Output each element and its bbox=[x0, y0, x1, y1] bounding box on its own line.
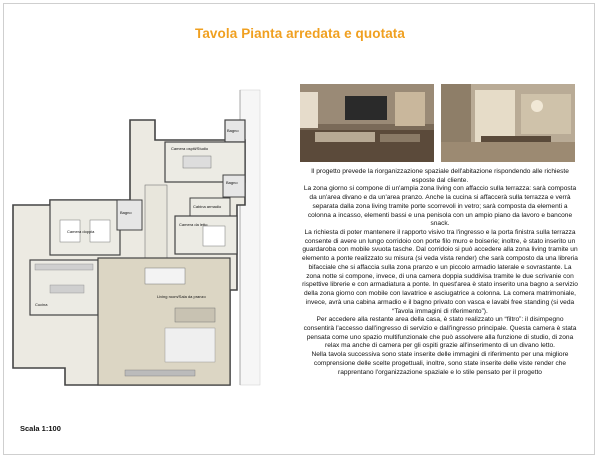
label-camera-ospiti: Camera ospiti/Studio bbox=[171, 146, 209, 151]
description-paragraph-3: La richiesta di poter mantenere il rapporto visivo tra l'ingresso e la porta finistra sulla terrazza consente di avere un lungo corridoio con porte filo muro e boiserie; inoltre, è stato inserito un guardaroba con mobile svuota tasche. Dal corridoio si può accedere alla zona living tramite un elemento a ponte realizzato su misura (si veda vista render) che sarà composto da una libreria bifacciale che si affaccia sulla zona pranzo e un piccolo armadio laterale e sovrastante. La zona notte si compone, invece, di una camera doppia suddivisa tramite le due scrivanie con rispettive librerie e con armadiatura a ponte. In quest'area è stato inserito una bagno a servizio della zona giorno con mobile con lavatrice e asciugatrice a colonna. La comera matrimoniale, invece, avrà una cabina armadio e il bagno privato con vasca e lavabi free standing (si veda “Tavola immagini di riferimento”). bbox=[302, 229, 578, 315]
scale-label: Scala 1:100 bbox=[20, 424, 61, 433]
label-living: Living room/Sala da pranzo bbox=[157, 294, 206, 299]
render-living-photo bbox=[300, 84, 434, 162]
label-bagno-mid: Bagno bbox=[226, 180, 238, 185]
label-bagno-top: Bagno bbox=[227, 128, 239, 133]
project-description bbox=[302, 168, 578, 377]
sofa bbox=[175, 308, 215, 322]
render-dining-photo bbox=[441, 84, 575, 162]
room-bagno-left bbox=[117, 200, 142, 230]
label-cabina-armadio: Cabina armadio bbox=[193, 204, 222, 209]
description-paragraph-5: Nella tavola successiva sono state inserite delle immagini di riferimento per una migliore comprensione delle scelte progettuali, inoltre, sono state inserite delle viste render che rapprentano l'organizzazione spaziale e lo stile pensato per il progetto bbox=[311, 351, 569, 376]
description-paragraph-1: Il progetto prevede la riorganizzazione spaziale dell'abitazione rispondendo alle richieste esposte dal cliente. bbox=[311, 168, 569, 184]
description-paragraph-4: Per accedere alla restante area della casa, è stato realizzato un “filtro”: il disimpegno consentirà l'accesso dall'ingresso di servizio e dall'ingresso principale. Questa camera è stata pensata come uno spazio multifunzionale che può assolvere alla funzione di studio, di zona relax ma anche di camera per gli ospiti grazie all'inserimento di un divano letto. bbox=[303, 316, 577, 350]
furnished-floor-plan bbox=[5, 80, 295, 410]
tv-unit bbox=[125, 370, 195, 376]
room-bagno-mid bbox=[223, 175, 245, 197]
description-paragraph-2: La zona giorno si compone di un'ampia zona living con affaccio sulla terrazza: sarà composta da un'area divano e da un'area pranzo. Anche la cucina si affaccerà sulla terrazza e verrà separata dalla zona living tramite porte scorrevoli in vetro; sarà composta da elementi a colonna a incasso, elementi bassi e una penisola con un ampio piano da lavoro e bancone snack. bbox=[303, 185, 577, 228]
label-cucina: Cucina bbox=[35, 302, 48, 307]
rug bbox=[165, 328, 215, 362]
page-title: Tavola Pianta arredata e quotata bbox=[194, 26, 406, 41]
label-bagno-left: Bagno bbox=[120, 210, 132, 215]
label-camera-letto: Camera da letto bbox=[179, 222, 208, 227]
label-camera-doppia: Camera doppia bbox=[67, 229, 95, 234]
dining-table bbox=[145, 268, 185, 284]
